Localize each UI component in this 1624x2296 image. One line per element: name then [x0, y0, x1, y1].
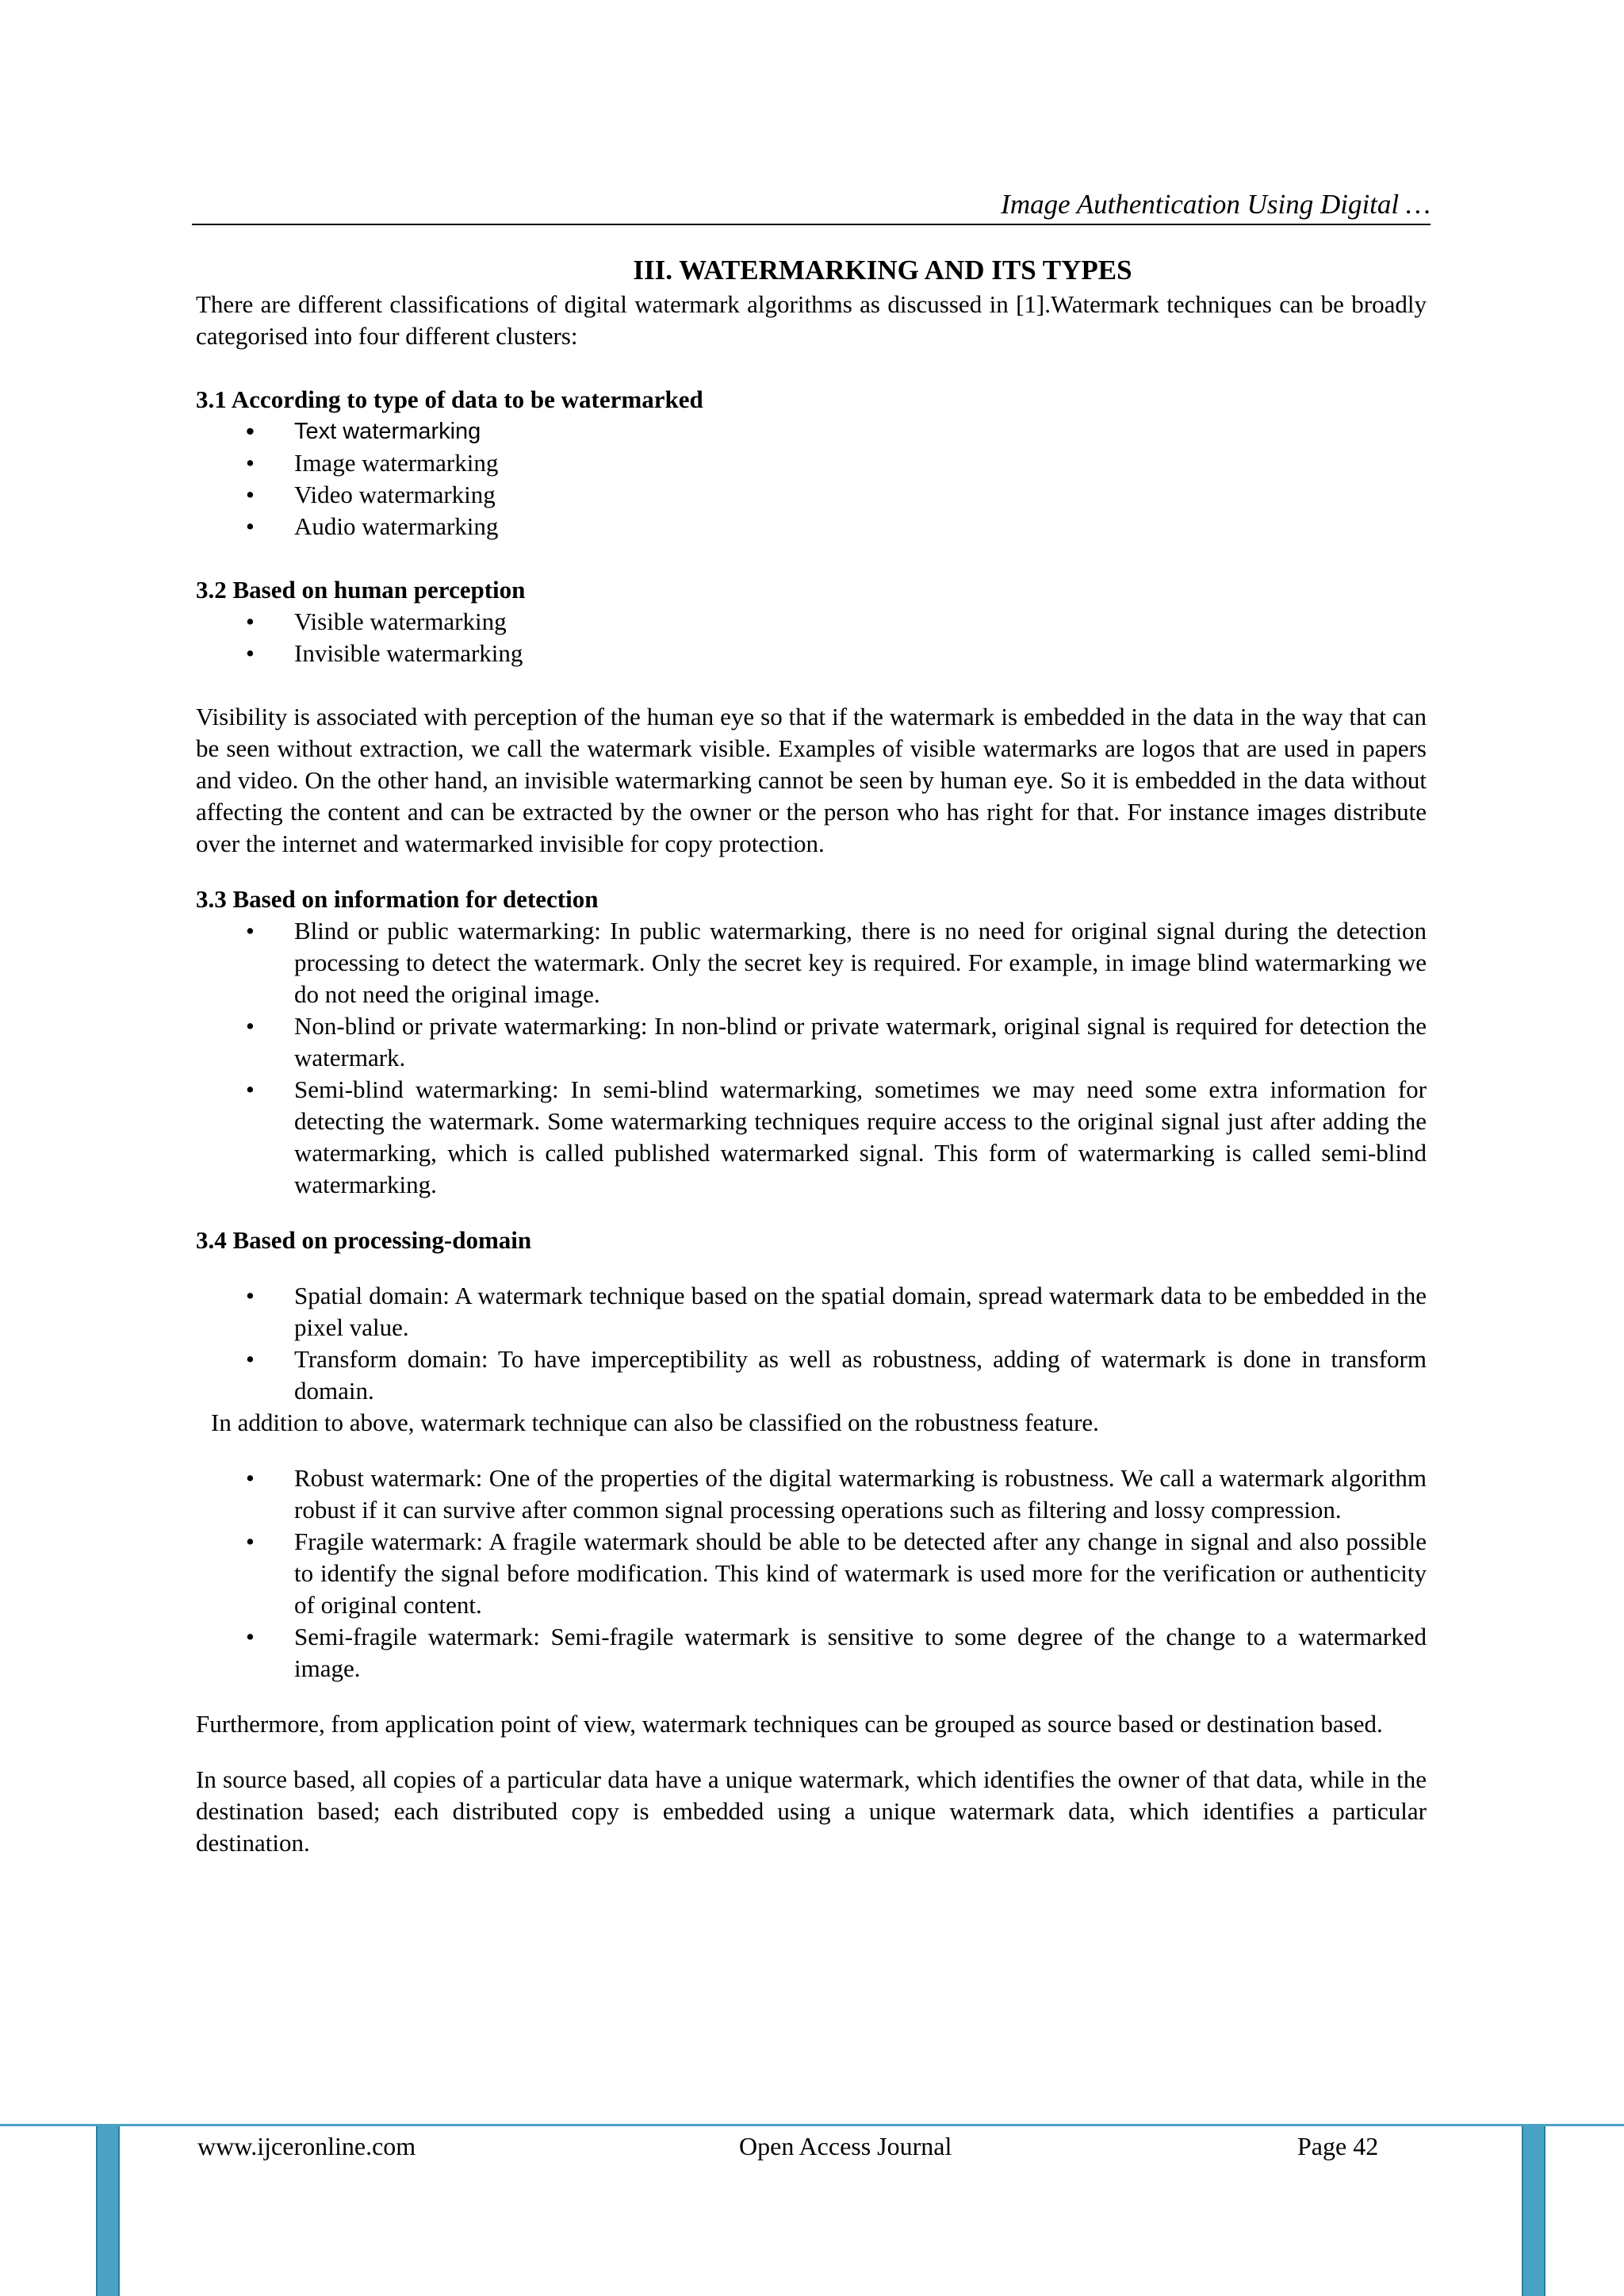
- list-item: • Non-blind or private watermarking: In non-blind or private watermark, original signal is required for detection the watermark.: [196, 1010, 1427, 1074]
- list-item: • Video watermarking: [196, 479, 1427, 511]
- list-item: • Spatial domain: A watermark technique based on the spatial domain, spread watermark data to be embedded in the pixel value.: [196, 1280, 1427, 1343]
- visibility-paragraph: Visibility is associated with perception of the human eye so that if the watermark is embedded in the data in the way that can be seen without extraction, we call the watermark visible. Examples of visible watermarks are logos that are used in papers and video. On the other hand, an invisible watermarking cannot be seen by human eye. So it is embedded in the data without affecting the content and can be extracted by the owner or the person who has right for that. For instance images distribute over the internet and watermarked invisible for copy protection.: [196, 703, 1427, 857]
- header-rule: [192, 224, 1431, 225]
- list-item: • Visible watermarking: [196, 606, 1427, 638]
- subsection-heading-3-4: 3.4 Based on processing-domain: [196, 1226, 532, 1254]
- section-title: III. WATERMARKING AND ITS TYPES: [633, 255, 1132, 286]
- list-item: • Invisible watermarking: [196, 638, 1427, 669]
- list-item: • Fragile watermark: A fragile watermark should be able to be detected after any change in signal and also possible to identify the signal before modification. This kind of watermark is used more for the verification or authenticity of original content.: [196, 1526, 1427, 1621]
- robustness-list: [196, 1462, 1427, 1685]
- data-type-list: [196, 416, 1427, 542]
- footer-left-bar: [96, 2126, 120, 2296]
- list-item: • Text watermarking: [196, 416, 1427, 447]
- footer-website: www.ijceronline.com: [197, 2132, 416, 2160]
- list-item: • Image watermarking: [196, 447, 1427, 479]
- footer-page-number: Page 42: [1297, 2132, 1379, 2160]
- subsection-heading-3-2: 3.2 Based on human perception: [196, 576, 526, 604]
- list-item: • Transform domain: To have imperceptibility as well as robustness, adding of watermark is done in transform domain.: [196, 1343, 1427, 1407]
- detection-list: [196, 915, 1427, 1201]
- closing-paragraph-1: Furthermore, from application point of view, watermark techniques can be grouped as source based or destination based.: [196, 1710, 1383, 1738]
- list-item: • Semi-blind watermarking: In semi-blind watermarking, sometimes we may need some extra information for detecting the watermark. Some watermarking techniques require access to the original signal just after adding the watermarking, which is called published watermarked signal. This form of watermarking is called semi-blind watermarking.: [196, 1074, 1427, 1201]
- subsection-heading-3-3: 3.3 Based on information for detection: [196, 885, 599, 913]
- running-title: Image Authentication Using Digital …: [1001, 189, 1431, 220]
- list-item: • Blind or public watermarking: In public watermarking, there is no need for original signal during the detection processing to detect the watermark. Only the secret key is required. For example, in image blind watermarking we do not need the original image.: [196, 915, 1427, 1010]
- perception-list: [196, 606, 1427, 669]
- list-item: • Semi-fragile watermark: Semi-fragile watermark is sensitive to some degree of the change to a watermarked image.: [196, 1621, 1427, 1685]
- closing-paragraph-2: In source based, all copies of a particular data have a unique watermark, which identifies the owner of that data, while in the destination based; each distributed copy is embedded using a unique watermark data, which identifies a particular destination.: [196, 1765, 1427, 1857]
- subsection-heading-3-1: 3.1 According to type of data to be watermarked: [196, 385, 703, 413]
- section-intro: There are different classifications of digital watermark algorithms as discussed in [1].Watermark techniques can be broadly categorised into four different clusters:: [196, 290, 1427, 350]
- footer-right-bar: [1522, 2126, 1545, 2296]
- robustness-intro: In addition to above, watermark technique can also be classified on the robustness feature.: [211, 1409, 1099, 1436]
- article-body: [196, 252, 1427, 1859]
- list-item: • Audio watermarking: [196, 511, 1427, 542]
- footer-rule: [0, 2124, 1624, 2126]
- domain-list: [196, 1280, 1427, 1407]
- footer-journal: Open Access Journal: [739, 2132, 952, 2160]
- list-item: • Robust watermark: One of the properties of the digital watermarking is robustness. We call a watermark algorithm robust if it can survive after common signal processing operations such as filtering and lossy compression.: [196, 1462, 1427, 1526]
